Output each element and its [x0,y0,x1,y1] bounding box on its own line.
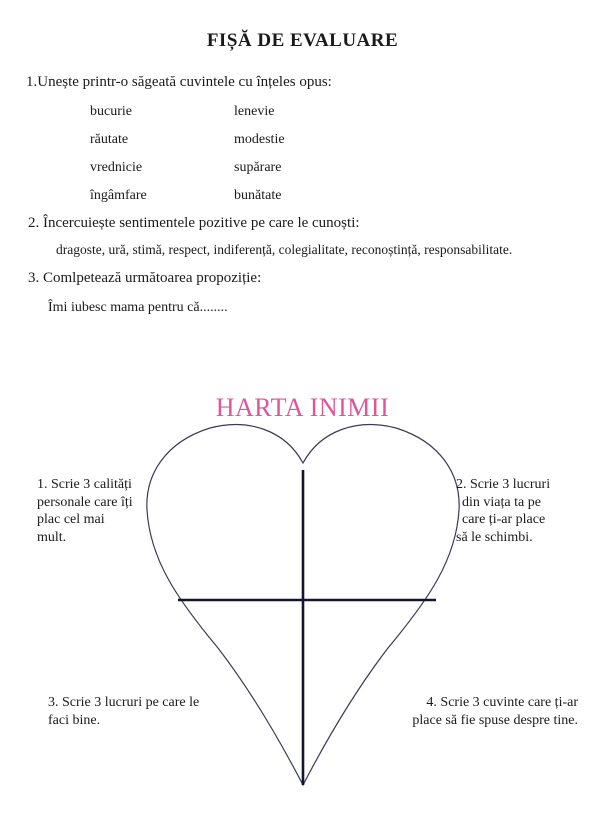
caption-line: 2. Scrie 3 lucruri [456,477,551,492]
question-3-text: 3. Comlpetează următoarea propoziție: [28,270,262,286]
caption-line: mult. [37,529,67,545]
heart-question-3 [48,694,248,729]
left-word: vrednicie [90,160,143,175]
heart-map-title: HARTA INIMII [215,393,390,422]
question-1-text: 1.Unește printr-o săgeată cuvintele cu înțeles opus: [26,74,332,90]
caption-line: plac cel mai [37,512,105,527]
caption-line: să le schimbi. [456,529,533,545]
left-word: bucurie [90,104,132,119]
heart-question-1 [37,476,167,546]
caption-line: personale care îți [37,494,133,510]
caption-line: 3. Scrie 3 lucruri pe care le [48,695,200,710]
sentence-prompt: Îmi iubesc mama pentru că........ [48,300,228,315]
question-2-text: 2. Încercuiește sentimentele pozitive pe care le cunoști: [28,215,360,231]
caption-line: care ți-ar place [462,512,546,527]
left-word: îngâmfare [90,188,147,203]
heart-question-4 [378,694,578,729]
caption-line: 1. Scrie 3 calități [37,477,132,492]
worksheet-title: FIȘĂ DE EVALUARE [206,30,399,51]
caption-line: faci bine. [48,712,101,728]
caption-line: place să fie spuse despre tine. [412,712,578,728]
right-word: bunătate [234,188,282,203]
right-word: lenevie [234,104,275,119]
feelings-list: dragoste, ură, stimă, respect, indiferență, colegialitate, reconoștință, responsabilitate. [56,242,513,257]
right-word: supărare [234,160,282,175]
left-word: răutate [90,132,129,147]
right-word: modestie [234,132,285,147]
caption-line: 4. Scrie 3 cuvinte care ți-ar [426,695,578,710]
heart-question-2 [456,476,596,546]
caption-line: din viața ta pe [462,494,541,510]
